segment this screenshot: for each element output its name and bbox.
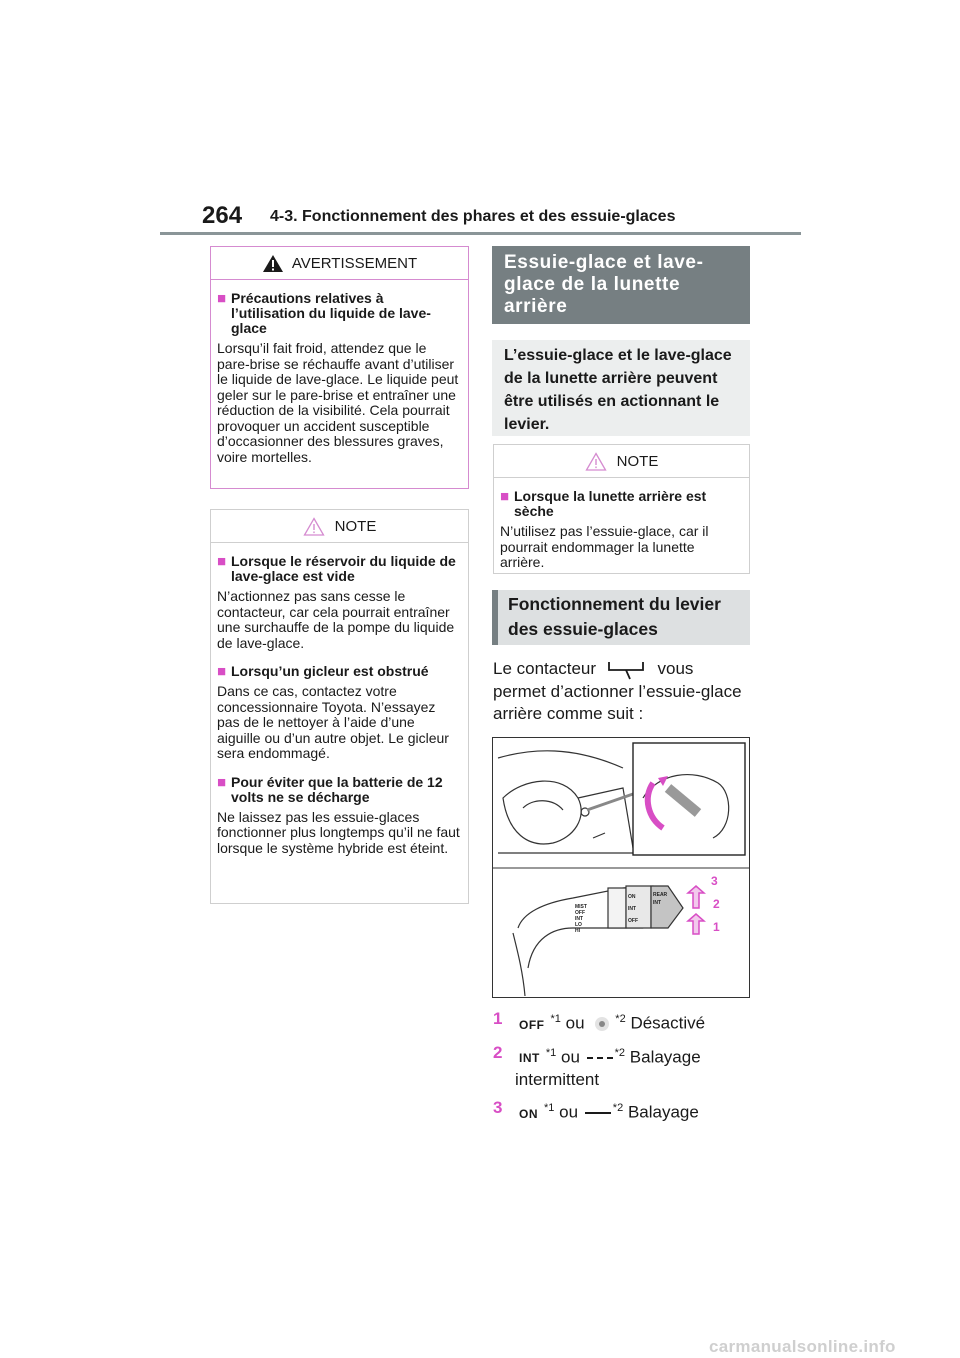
watermark: carmanualsonline.info <box>709 1337 896 1356</box>
square-bullet-icon: ■ <box>217 290 227 307</box>
warning-triangle-icon <box>262 254 284 273</box>
intermittent-dashes-icon <box>585 1051 615 1065</box>
section-banner: Essuie-glace et lave-glace de la lunette arrière <box>492 246 750 324</box>
wiper-lever-illustration <box>492 737 750 998</box>
warning-box <box>210 246 469 489</box>
page-number: 264 <box>202 202 243 229</box>
note-header-left <box>211 510 468 543</box>
stalk-label: OFF <box>575 910 585 916</box>
note-header-right <box>494 445 749 478</box>
caution-outline-icon <box>303 517 325 536</box>
callout-1: 1 <box>713 920 720 934</box>
square-bullet-icon: ■ <box>217 773 227 791</box>
square-bullet-icon: ■ <box>217 663 227 680</box>
note-item-text: Ne laissez pas les essuie-glaces fonctionner plus longtemps qu’il ne faut lorsque le système hybride est éteint. <box>217 808 460 856</box>
note-title-right: NOTE <box>616 452 659 470</box>
note-box-left <box>210 509 469 904</box>
stalk-label: REAR <box>653 892 668 898</box>
note-item-text: Dans ce cas, contactez votre concessionnaire Toyota. N’essayez pas de le nettoyer à l’aide d’une aiguille ou d’un autre objet. Le gicleur sera endommagé. <box>217 683 449 761</box>
note-title-left: NOTE <box>334 517 377 535</box>
step-item: 2 INT $^{*1}$ ou $^{*2}$ Balayage intermittent <box>493 1042 701 1090</box>
note-item-text: N’actionnez pas sans cesse le contacteur, car cela pourrait entraîner une surchauffe de la pompe du liquide de lave-glace. <box>217 588 455 651</box>
step-item: 1 OFF $^{*1}$ ou $^{*2}$ Désactivé <box>493 1008 755 1036</box>
square-bullet-icon: ■ <box>217 553 227 570</box>
stalk-label: INT <box>575 916 584 922</box>
step-number: 2 <box>493 1042 503 1062</box>
switch-label: ON <box>519 1106 538 1121</box>
callout-2: 2 <box>713 897 720 911</box>
caution-outline-icon <box>585 452 607 471</box>
warning-item-title: ■ Précautions relatives à l’utilisation du liquide de lave-glace <box>217 290 431 336</box>
callout-3: 3 <box>711 874 718 888</box>
step-number: 3 <box>493 1098 503 1118</box>
stalk-label: HI <box>575 928 580 934</box>
stalk-label: INT <box>628 906 637 912</box>
note-item-title: ■ Lorsque la lunette arrière est sèche <box>500 488 707 519</box>
rear-wiper-icon <box>601 659 653 681</box>
body-paragraph: Le contacteur vous permet d’actionner l’essuie-glace arrière comme suit : <box>493 659 742 723</box>
off-position-icon <box>589 1014 615 1034</box>
warning-header <box>211 247 468 280</box>
continuous-line-icon <box>583 1106 613 1120</box>
lever-diagram <box>493 738 749 997</box>
intro-box: L’essuie-glace et le lave-glace de la lunette arrière peuvent être utilisés en actionnant le levier. <box>492 340 750 436</box>
warning-item-text: Lorsqu’il fait froid, attendez que le pare-brise se réchauffe avant d’utiliser le liquide de lave-glace. Le liquide peut geler sur le pare-brise et entraîner une réduction de la visibilité. Cela pourrait provoquer un accident susceptible d’occasionner des blessures graves, voire mortelles. <box>217 340 459 465</box>
step-number: 1 <box>493 1009 503 1028</box>
stalk-label: MIST <box>575 904 587 910</box>
stalk-label: INT <box>653 900 662 906</box>
sub-section-banner: Fonctionnement du levier des essuie-glaces <box>492 590 750 645</box>
section-header: 4-3. Fonctionnement des phares et des essuie-glaces <box>270 208 676 225</box>
note-item-title: ■ Lorsqu’un gicleur est obstrué <box>217 663 429 680</box>
square-bullet-icon: ■ <box>500 488 510 505</box>
step-item: 3 ON $^{*1}$ ou $^{*2}$ Balayage <box>493 1097 755 1125</box>
switch-label: OFF <box>519 1017 545 1032</box>
warning-title: AVERTISSEMENT <box>291 254 418 272</box>
stalk-label: OFF <box>628 918 638 924</box>
note-item-title: ■ Pour éviter que la batterie de 12 volts ne se décharge <box>217 773 443 805</box>
stalk-label: LO <box>575 922 582 928</box>
note-item-title: ■ Lorsque le réservoir du liquide de lave-glace est vide <box>217 553 456 584</box>
switch-label: INT <box>519 1051 540 1066</box>
stalk-label: ON <box>628 894 636 900</box>
header-rule <box>160 232 801 235</box>
note-box-right <box>493 444 750 574</box>
step-list <box>493 1008 755 1131</box>
note-item-text: N’utilisez pas l’essuie-glace, car il pourrait endommager la lunette arrière. <box>500 523 709 570</box>
